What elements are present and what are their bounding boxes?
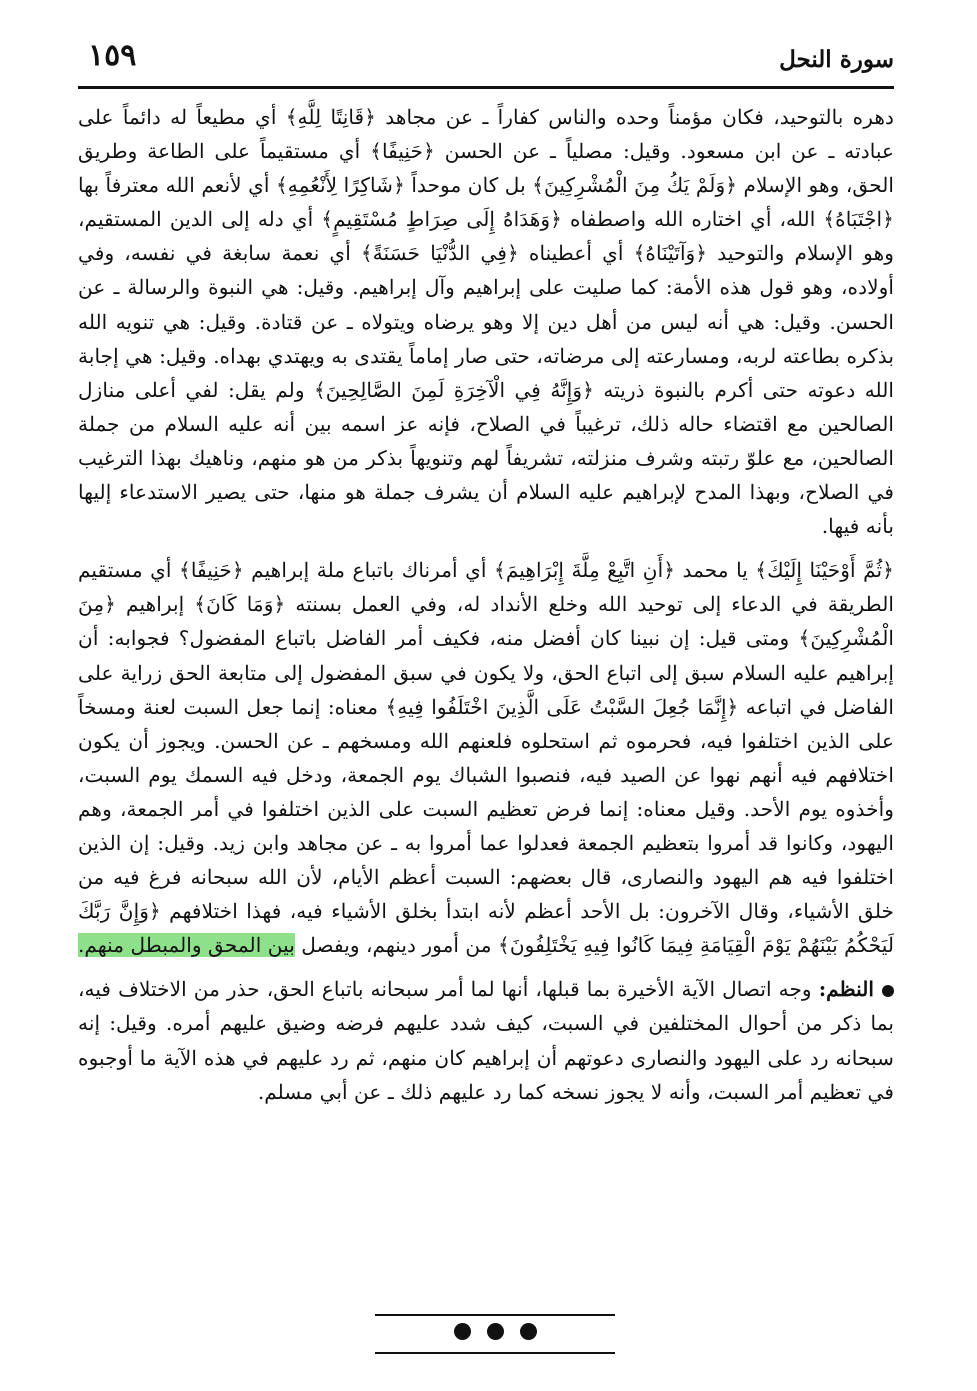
page-header [78,34,894,89]
ornament-dots [375,1323,615,1344]
paragraph-2-text: ﴿ثُمَّ أَوْحَيْنَا إِلَيْكَ﴾ يا محمد ﴿أَنِ اتَّبِعْ مِلَّةَ إِبْرَاهِيمَ﴾ أي أمرناك باتباع ملة إبراهيم ﴿حَنِيفًا﴾ أي مستقيم الطريقة في الدعاء إلى توحيد الله وخلع الأنداد له، وفي العمل بسنته ﴿وَمَا كَانَ﴾ إبراهيم ﴿مِنَ الْمُشْرِكِينَ﴾ ومتى قيل: إن نبينا كان أفضل منه، فكيف أمر الفاضل باتباع المفضول؟ فجوابه: أن إبراهيم عليه السلام سبق إلى اتباع الحق، ولا يكون في سبق المفضول إلى متابعة الحق زراية على الفاضل في اتباعه ﴿إِنَّمَا جُعِلَ السَّبْتُ عَلَى الَّذِينَ اخْتَلَفُوا فِيهِ﴾ معناه: إنما جعل السبت لعنة ومسخاً على الذين اختلفوا فيه، فحرموه ثم استحلوه فلعنهم الله ومسخهم ـ عن الحسن. ويجوز أن يكون اختلافهم فيه أنهم نهوا عن الصيد فيه، فنصبوا الشباك يوم الجمعة، ودخل فيه السمك يوم السبت، وأخذوه يوم الأحد. وقيل معناه: إنما فرض تعظيم السبت على الذين اختلفوا في أمر الجمعة، وهم اليهود، وكانوا قد أمروا بتعظيم الجمعة فعدلوا عما أمروا به ـ عن مجاهد وابن زيد. وقيل: إن الذين اختلفوا فيه هم اليهود والنصارى، قال بعضهم: السبت أعظم الأيام، لأن الله سبحانه فرغ فيه من خلق الأشياء، وقال الآخرون: بل الأحد أعظم لأنه ابتدأ بخلق الأشياء فيه، فهذا اختلافهم ﴿وَإِنَّ رَبَّكَ لَيَحْكُمُ بَيْنَهُمْ يَوْمَ الْقِيَامَةِ فِيمَا كَانُوا فِيهِ يَخْتَلِفُونَ﴾ من أمور دينهم، ويفصل [78,558,894,958]
nazm-label: النظم: [818,977,874,1002]
page-body [78,100,894,1109]
dot-icon [487,1323,504,1340]
page-number: ١٥٩ [88,38,137,73]
ornament-rule-top [375,1314,615,1316]
dot-icon [520,1323,537,1340]
highlighted-text: بين المحق والمبطل منهم. [78,933,295,958]
nazm-text: وجه اتصال الآية الأخيرة بما قبلها، أنها لما أمر سبحانه باتباع الحق، حذر من الاختلاف فيه، بما ذكر من أحوال المختلفين في السبت، كيف شدد عليهم فرضه وضيق عليهم أمره. وقيل: إنه سبحانه رد على اليهود والنصارى دعوتهم أن إبراهيم كان منهم، ثم رد عليهم في هذه الآية ما أوجبوه في تعظيم أمر السبت، وأنه لا يجوز نسخه كما رد عليهم ذلك ـ عن أبي مسلم. [78,977,894,1104]
paragraph-nazm [78,972,894,1108]
dot-icon [454,1323,471,1340]
bullet-icon [882,985,894,997]
paragraph-commentary-1: دهره بالتوحيد، فكان مؤمناً وحده والناس كفاراً ـ عن مجاهد ﴿قَانِتًا لِلَّهِ﴾ أي مطيعاً له دائماً على عبادته ـ عن ابن مسعود. وقيل: مصلياً ـ عن الحسن ﴿حَنِيفًا﴾ أي مستقيماً على الطاعة وطريق الحق، وهو الإسلام ﴿وَلَمْ يَكُ مِنَ الْمُشْرِكِينَ﴾ بل كان موحداً ﴿شَاكِرًا لِأَنْعُمِهِ﴾ أي لأنعم الله معترفاً بها ﴿اجْتَبَاهُ﴾ الله، أي اختاره الله واصطفاه ﴿وَهَدَاهُ إِلَى صِرَاطٍ مُسْتَقِيمٍ﴾ أي دله إلى الدين المستقيم، وهو الإسلام والتوحيد ﴿وَآتَيْنَاهُ﴾ أي أعطيناه ﴿فِي الدُّنْيَا حَسَنَةً﴾ أي نعمة سابغة في نفسه، وفي أولاده، وهو قول هذه الأمة: كما صليت على إبراهيم وآل إبراهيم. وقيل: هي النبوة والرسالة ـ عن الحسن. وقيل: هي أنه ليس من أهل دين إلا وهو يرضاه ويتولاه ـ عن قتادة. وقيل: هي تنويه الله بذكره بطاعته لربه، ومسارعته إلى مرضاته، حتى صار إماماً يقتدى به ويهتدي بهداه. وقيل: هي إجابة الله دعوته حتى أكرم بالنبوة ذريته ﴿وَإِنَّهُ فِي الْآخِرَةِ لَمِنَ الصَّالِحِينَ﴾ ولم يقل: لفي أعلى منازل الصالحين مع اقتضاء حاله ذلك، ترغيباً في الصلاح، فإنه عز اسمه بين أنه عليه السلام من جملة الصالحين، مع علوّ رتبته وشرف منزلته، تشريفاً لهم وتنويهاً بذكر من هو منهم، وناهيك بهذا الترغيب في الصلاح، وبهذا المدح لإبراهيم عليه السلام أن يشرف جملة هو منها، حتى يصير الاستدعاء إليها بأنه فيها. [78,105,894,539]
paragraph-commentary-2 [78,553,894,962]
ornament-rule-bottom [375,1352,615,1354]
section-end-ornament [375,1314,615,1358]
surah-title: سورة النحل [779,46,894,73]
